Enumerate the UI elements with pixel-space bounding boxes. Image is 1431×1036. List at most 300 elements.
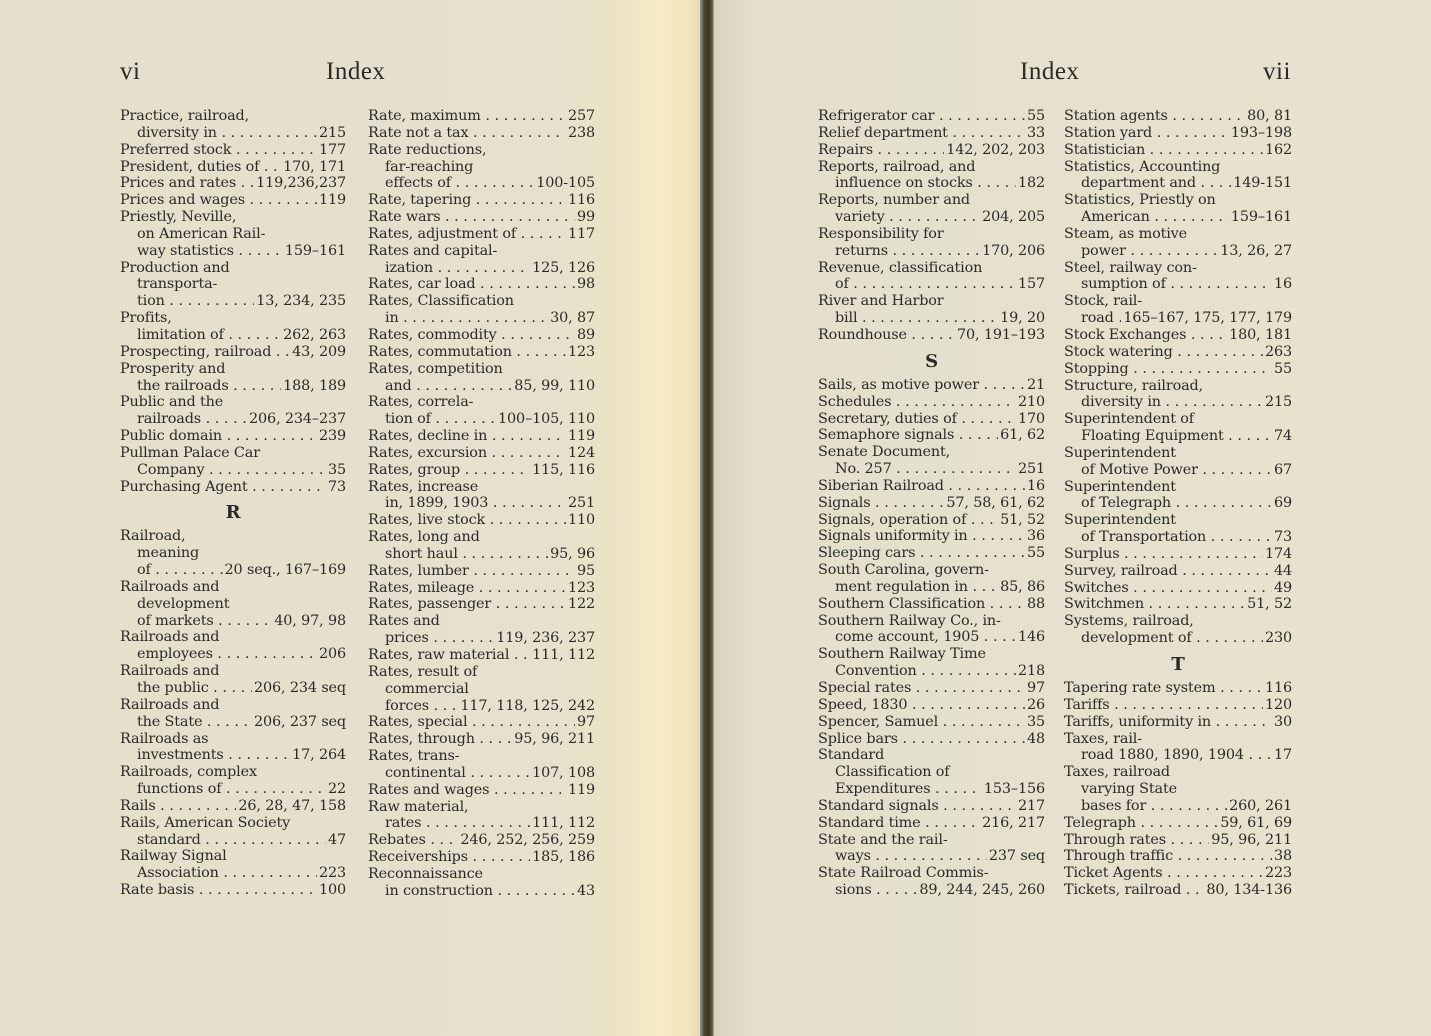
page-references: 157 — [1017, 276, 1045, 293]
entry-leader-line — [1064, 495, 1292, 512]
entry-term-text: Floating Equipment — [1081, 428, 1224, 445]
entry-term — [835, 243, 980, 260]
entry-term — [368, 125, 566, 142]
entry-term — [818, 125, 1025, 142]
entry-term — [1064, 546, 1263, 563]
entry-heading: Practice, railroad, — [120, 108, 250, 124]
entry-heading: Raw material, — [368, 798, 469, 815]
entry-term — [1081, 175, 1231, 192]
entry-term — [137, 462, 326, 479]
page-references: 80, 81 — [1247, 108, 1292, 124]
index-entry — [120, 108, 346, 142]
running-head-left: Index — [326, 58, 386, 85]
entry-term-text: Rates, decline in — [368, 428, 488, 445]
index-entry — [120, 697, 346, 731]
entry-term-text: investments — [137, 747, 224, 764]
entry-term-text: Rails — [120, 797, 156, 814]
page-references: 95 — [576, 562, 595, 579]
entry-term — [818, 427, 998, 444]
index-entry — [1064, 546, 1292, 563]
index-entry — [818, 478, 1045, 495]
entry-leader-line — [1064, 462, 1292, 479]
entry-term-text: Rates, excursion — [368, 444, 487, 461]
entry-term-text: Speed, 1830 — [818, 696, 908, 713]
page-references: 177 — [318, 141, 346, 158]
entry-term — [1081, 209, 1229, 226]
page-references: 57, 58, 61, 62 — [946, 494, 1045, 511]
page-references: 223 — [318, 865, 346, 882]
entry-leader-line — [818, 427, 1045, 444]
entry-leader-line — [818, 781, 1045, 798]
entry-term-text: Rates, commutation — [368, 343, 512, 360]
index-entry — [818, 815, 1045, 832]
page-references: 111, 112 — [532, 815, 595, 832]
entry-term-text: of — [137, 562, 151, 579]
entry-term-text: Siberian Railroad — [818, 477, 944, 494]
index-entry — [368, 226, 595, 243]
page-references: 30, 87 — [550, 310, 595, 327]
entry-term-text: Rates, passenger — [368, 596, 492, 613]
section-letter: T — [1171, 654, 1185, 675]
entry-term — [385, 260, 530, 277]
entry-leader-line — [818, 528, 1045, 545]
index-entry — [818, 798, 1045, 815]
entry-term — [818, 596, 1025, 613]
page-references: 89, 244, 245, 260 — [919, 882, 1045, 899]
index-entry — [368, 108, 595, 125]
index-entry — [818, 747, 1045, 798]
index-entry — [818, 260, 1045, 294]
entry-heading: Rates, trans- — [368, 748, 460, 765]
entry-leader-line — [818, 596, 1045, 613]
entry-heading: Railway Signal — [120, 848, 227, 865]
entry-term-text: Signals — [818, 494, 871, 511]
entry-term-text: functions of — [137, 781, 222, 798]
entry-leader-line — [120, 344, 346, 361]
entry-term — [137, 411, 247, 428]
entry-term — [368, 445, 566, 462]
entry-heading: Superintendent of — [1064, 411, 1194, 428]
index-entry — [1064, 832, 1292, 849]
entry-leader-line — [120, 714, 346, 731]
entry-term — [120, 175, 254, 192]
index-entry — [120, 428, 346, 445]
entry-term — [368, 512, 566, 529]
entry-term — [385, 546, 548, 563]
entry-term-text: Refrigerator car — [818, 108, 935, 124]
index-entry — [368, 125, 595, 142]
entry-term — [1081, 394, 1263, 411]
page-references: 16 — [1026, 477, 1045, 494]
entry-term-text: Switches — [1064, 579, 1129, 596]
entry-term-text: Association — [137, 865, 219, 882]
index-entry — [120, 579, 346, 630]
entry-term-text: Rates, through — [368, 731, 475, 748]
entry-leader-line — [1064, 327, 1292, 344]
index-entry — [818, 731, 1045, 748]
entry-leader-line — [368, 731, 595, 748]
index-entry — [1064, 361, 1292, 378]
entry-heading: Superintendent — [1064, 512, 1176, 529]
entry-term-text: variety — [835, 209, 885, 226]
entry-leader-line — [818, 714, 1045, 731]
page-references: 216, 217 — [982, 814, 1045, 831]
entry-term-text: come account, 1905 — [835, 629, 980, 646]
entry-leader-line — [368, 832, 595, 849]
index-entry — [120, 344, 346, 361]
entry-term-text: Rates, lumber — [368, 562, 469, 579]
index-entry — [368, 580, 595, 597]
entry-leader-line — [1064, 798, 1292, 815]
entry-term-text: Rates, mileage — [368, 579, 475, 596]
page-references: 13, 26, 27 — [1220, 242, 1292, 259]
entry-leader-line — [368, 815, 595, 832]
entry-term-text: Tariffs — [1064, 696, 1110, 713]
index-entry — [1064, 260, 1292, 294]
entry-term — [385, 630, 494, 647]
entry-heading: Production and — [120, 259, 230, 276]
page-references: 98 — [576, 276, 595, 293]
entry-continuation: varying State — [1081, 781, 1177, 798]
page-references: 40, 97, 98 — [274, 612, 346, 629]
entry-heading: State and the rail- — [818, 831, 948, 848]
entry-leader-line — [1064, 108, 1292, 125]
index-entry — [368, 394, 595, 428]
entry-term-text: Through traffic — [1064, 848, 1174, 865]
page-references: 17, 264 — [292, 747, 346, 764]
entry-term-text: Statistician — [1064, 141, 1146, 158]
index-entry — [818, 192, 1045, 226]
entry-continuation: far-reaching — [385, 158, 474, 175]
entry-term — [818, 697, 1025, 714]
page-references: 115, 116 — [532, 461, 595, 478]
entry-term — [385, 765, 530, 782]
entry-term-text: Prices and wages — [120, 192, 245, 209]
entry-heading: Rates, result of — [368, 663, 478, 680]
page-references: 210 — [1017, 393, 1045, 410]
page-references: 204, 205 — [982, 209, 1045, 226]
page-references: 251 — [567, 495, 595, 512]
page-references: 17 — [1273, 747, 1292, 764]
entry-term — [137, 714, 252, 731]
entry-term-text: Station agents — [1064, 108, 1168, 124]
entry-term-text: Standard signals — [818, 797, 939, 814]
entry-term — [1064, 580, 1272, 597]
entry-term — [137, 781, 326, 798]
entry-term-text: Special rates — [818, 680, 912, 696]
index-entry — [1064, 159, 1292, 193]
page-references: 123 — [567, 579, 595, 596]
entry-heading: Steam, as motive — [1064, 225, 1188, 242]
entry-term-text: influence on stocks — [835, 175, 973, 192]
page-references: 165–167, 175, 177, 179 — [1123, 310, 1292, 327]
page-references: 251 — [1017, 461, 1045, 478]
entry-heading: Reports, number and — [818, 192, 970, 209]
entry-term — [818, 377, 1025, 394]
index-entry — [818, 596, 1045, 613]
entry-heading: River and Harbor — [818, 293, 944, 310]
entry-term-text: Southern Classification — [818, 595, 986, 612]
entry-leader-line — [818, 680, 1045, 697]
entry-leader-line — [818, 848, 1045, 865]
index-column — [368, 108, 595, 900]
index-entry — [368, 748, 595, 782]
entry-leader-line — [818, 327, 1045, 344]
index-entry — [120, 848, 346, 882]
page-references: 159–161 — [284, 242, 346, 259]
entry-leader-line — [1064, 714, 1292, 731]
entry-leader-line — [1064, 209, 1292, 226]
page-references: 119, 236, 237 — [496, 630, 595, 647]
index-entry — [1064, 680, 1292, 697]
index-entry — [368, 428, 595, 445]
index-entry — [120, 361, 346, 395]
index-entry — [1064, 445, 1292, 479]
entry-leader-line — [120, 613, 346, 630]
index-entry — [1064, 882, 1292, 899]
entry-term — [835, 663, 1016, 680]
entry-term — [368, 731, 512, 748]
entry-term — [368, 428, 566, 445]
index-entry — [368, 192, 595, 209]
index-entry — [120, 159, 346, 176]
entry-leader-line — [1064, 865, 1292, 882]
page-references: 22 — [327, 781, 346, 798]
page-references: 117 — [567, 225, 595, 242]
entry-term-text: effects of — [385, 175, 451, 192]
entry-leader-line — [1064, 596, 1292, 613]
entry-term-text: Roundhouse — [818, 326, 907, 343]
index-entry — [1064, 714, 1292, 731]
page-references: 174 — [1264, 545, 1292, 562]
index-entry — [1064, 226, 1292, 260]
entry-term-text: Stock Exchanges — [1064, 326, 1187, 343]
entry-term-text: No. 257 — [835, 461, 892, 478]
entry-leader-line — [368, 108, 595, 125]
page-references: 230 — [1264, 630, 1292, 647]
index-entry — [818, 646, 1045, 680]
entry-heading: Railroad, — [120, 528, 186, 545]
entry-leader-line — [120, 159, 346, 176]
entry-term-text: the public — [137, 680, 209, 696]
index-entry — [120, 663, 346, 697]
entry-term — [1064, 697, 1263, 714]
index-entry — [1064, 512, 1292, 546]
entry-term-text: Rebates — [368, 832, 426, 849]
entry-term-text: Tariffs, uniformity in — [1064, 713, 1212, 730]
entry-heading: Steel, railway con- — [1064, 259, 1197, 276]
entry-term — [368, 647, 530, 664]
index-column — [1064, 108, 1292, 899]
entry-term-text: Splice bars — [818, 730, 898, 747]
page-references: 51, 52 — [1247, 596, 1292, 613]
page-references: 61, 62 — [1000, 427, 1045, 444]
entry-leader-line — [120, 479, 346, 496]
entry-leader-line — [818, 108, 1045, 125]
entry-leader-line — [120, 562, 346, 579]
page-references: 185, 186 — [532, 849, 595, 866]
entry-leader-line — [368, 563, 595, 580]
page-references: 80, 134-136 — [1206, 882, 1292, 899]
index-entry — [818, 832, 1045, 866]
entry-term — [1064, 882, 1204, 899]
entry-term — [368, 276, 575, 293]
page-references: 85, 99, 110 — [514, 377, 595, 394]
page-references: 180, 181 — [1229, 326, 1292, 343]
entry-term-text: department and — [1081, 175, 1196, 192]
entry-heading: Taxes, rail- — [1064, 730, 1142, 747]
entry-leader-line — [368, 344, 595, 361]
index-entry — [368, 445, 595, 462]
page-references: 162 — [1264, 141, 1292, 158]
entry-leader-line — [120, 646, 346, 663]
entry-term — [835, 310, 998, 327]
entry-heading: Railroads as — [120, 730, 209, 747]
entry-term — [385, 411, 496, 428]
entry-leader-line — [368, 546, 595, 563]
entry-term — [1081, 495, 1272, 512]
entry-term — [137, 680, 252, 697]
section-letter: S — [925, 350, 938, 372]
entry-term — [818, 142, 944, 159]
page-references: 125, 126 — [532, 259, 595, 276]
entry-term — [137, 562, 223, 579]
entry-leader-line — [818, 243, 1045, 260]
entry-term — [1081, 630, 1263, 647]
index-entry — [818, 714, 1045, 731]
entry-heading: Superintendent — [1064, 478, 1176, 495]
page-references: 73 — [1273, 529, 1292, 546]
entry-leader-line — [1064, 428, 1292, 445]
entry-leader-line — [1064, 697, 1292, 714]
index-entry — [368, 209, 595, 226]
entry-term — [1064, 125, 1229, 142]
entry-term-text: tion — [137, 293, 165, 310]
entry-leader-line — [368, 428, 595, 445]
entry-leader-line — [368, 765, 595, 782]
page-number-right: vii — [1263, 58, 1291, 85]
entry-term — [385, 698, 458, 715]
entry-continuation: transporta- — [137, 276, 218, 293]
entry-heading: Structure, railroad, — [1064, 377, 1204, 394]
entry-term — [1064, 680, 1263, 697]
entry-term — [120, 479, 326, 496]
page-references: 100-105 — [536, 175, 595, 192]
left-page — [0, 0, 712, 1036]
entry-term — [1081, 310, 1121, 327]
entry-term — [1064, 344, 1263, 361]
page-references: 100 — [318, 882, 346, 899]
page-references: 33 — [1026, 124, 1045, 141]
entry-term — [385, 378, 512, 395]
entry-leader-line — [120, 680, 346, 697]
entry-leader-line — [818, 411, 1045, 428]
index-entry — [368, 529, 595, 563]
entry-heading: South Carolina, govern- — [818, 562, 989, 579]
page-references: 19, 20 — [1000, 310, 1045, 327]
page-references: 124 — [567, 444, 595, 461]
entry-term — [1064, 563, 1272, 580]
entry-term — [1081, 747, 1272, 764]
page-references: 30 — [1273, 713, 1292, 730]
index-entry — [368, 142, 595, 193]
page-references: 95, 96, 211 — [1211, 831, 1292, 848]
entry-leader-line — [1064, 546, 1292, 563]
entry-term — [120, 798, 236, 815]
entry-term-text: tion of — [385, 411, 431, 428]
entry-leader-line — [368, 495, 595, 512]
entry-term-text: President, duties of — [120, 158, 260, 175]
entry-term-text: of Telegraph — [1081, 495, 1172, 512]
page-references: 20 seq., 167–169 — [224, 562, 346, 579]
entry-term-text: Preferred stock — [120, 141, 232, 158]
index-entry — [368, 243, 595, 277]
index-entry — [1064, 344, 1292, 361]
entry-leader-line — [1064, 243, 1292, 260]
entry-leader-line — [120, 411, 346, 428]
page-references: 263 — [1264, 343, 1292, 360]
entry-term — [1081, 462, 1272, 479]
page-references: 223 — [1264, 865, 1292, 882]
entry-term — [818, 815, 980, 832]
entry-leader-line — [368, 378, 595, 395]
entry-term — [137, 327, 281, 344]
entry-term-text: employees — [137, 646, 213, 663]
page-references: 111, 112 — [532, 647, 595, 663]
page-references: 16 — [1273, 276, 1292, 293]
index-entry — [120, 528, 346, 579]
index-entry — [368, 731, 595, 748]
entry-term — [368, 327, 575, 344]
entry-term — [137, 243, 283, 260]
entry-term-text: Relief department — [818, 124, 948, 141]
entry-term-text: bill — [835, 310, 858, 327]
page-number-left: vi — [120, 58, 141, 85]
entry-leader-line — [818, 276, 1045, 293]
index-entry — [818, 495, 1045, 512]
index-entry — [818, 680, 1045, 697]
entry-leader-line — [1064, 848, 1292, 865]
entry-leader-line — [368, 445, 595, 462]
page-references: 44 — [1273, 562, 1292, 579]
entry-leader-line — [368, 192, 595, 209]
entry-heading: Rates, increase — [368, 478, 479, 495]
page-references: 88 — [1026, 595, 1045, 612]
index-entry — [1064, 848, 1292, 865]
page-references: 257 — [567, 108, 595, 124]
entry-term-text: Rate not a tax — [368, 124, 469, 141]
entry-term-text: Rate, maximum — [368, 108, 481, 124]
entry-term-text: in, 1899, 1903 — [385, 495, 489, 512]
page-references: 215 — [318, 124, 346, 141]
entry-leader-line — [120, 865, 346, 882]
entry-leader-line — [818, 798, 1045, 815]
entry-heading: Southern Railway Time — [818, 646, 986, 663]
entry-heading: Responsibility for — [818, 225, 944, 242]
index-entry — [1064, 192, 1292, 226]
entry-term — [835, 781, 982, 798]
page-references: 95, 96 — [550, 545, 595, 562]
entry-leader-line — [818, 579, 1045, 596]
entry-term-text: Rates, special — [368, 714, 468, 731]
entry-term-text: Rates, group — [368, 461, 461, 478]
entry-term — [1064, 108, 1245, 125]
entry-term-text: Convention — [835, 663, 917, 680]
entry-term-text: Rates, live stock — [368, 512, 486, 529]
index-entry — [368, 849, 595, 866]
entry-leader-line — [818, 175, 1045, 192]
entry-term — [818, 528, 1025, 545]
